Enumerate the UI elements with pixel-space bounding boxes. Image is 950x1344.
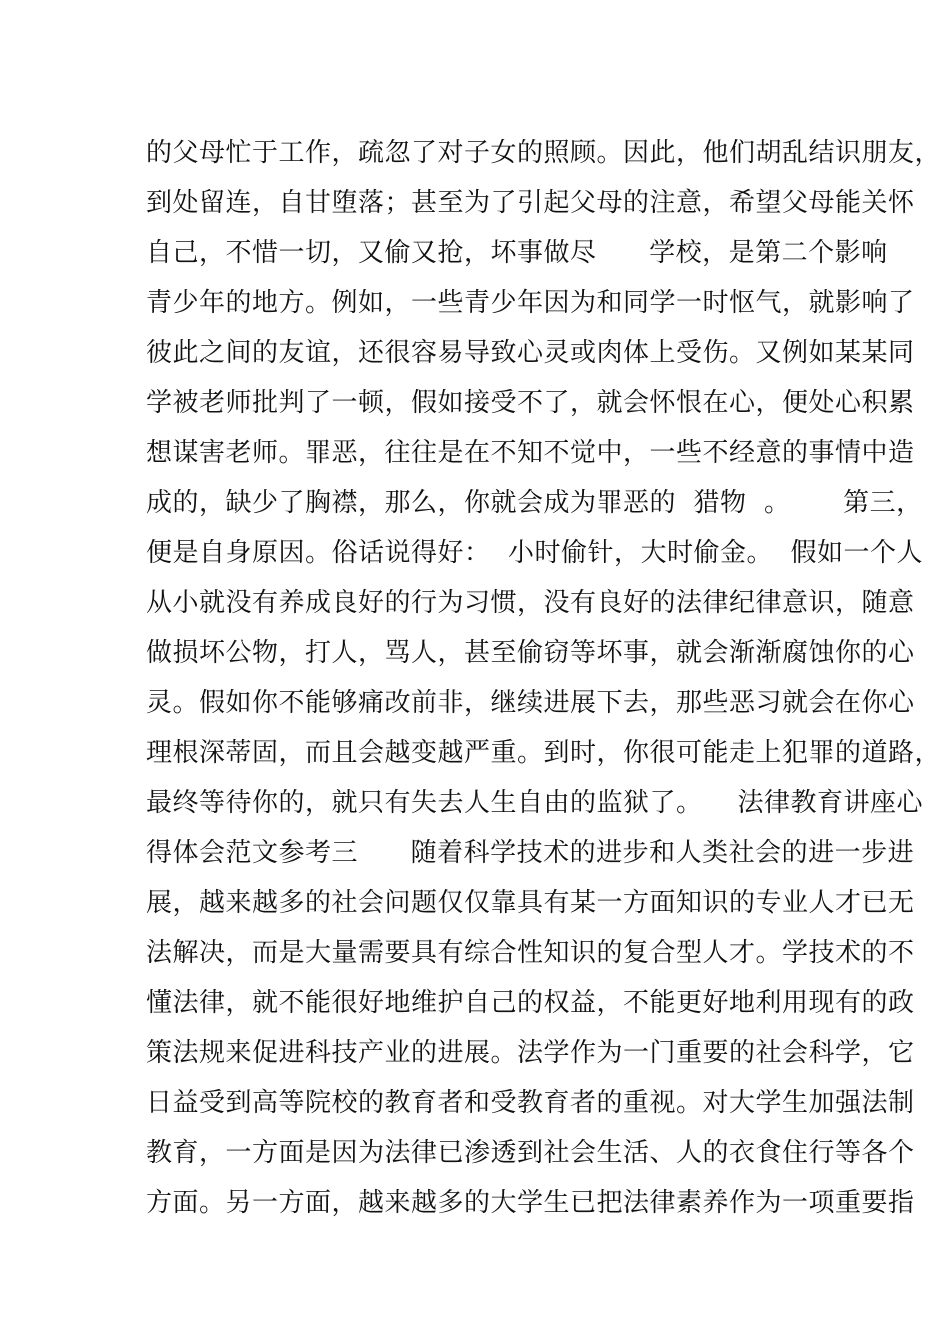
text-line-14: 最终等待你的，就只有失去人生自由的监狱了。 法律教育讲座心 [146, 788, 924, 818]
text-line-20: 日益受到高等院校的教育者和受教育者的重视。对大学生加强法制 [146, 1088, 915, 1118]
text-line-15: 得体会范文参考三 随着科学技术的进步和人类社会的进一步进 [146, 838, 915, 868]
text-line-1: 的父母忙于工作，疏忽了对子女的照顾。因此，他们胡乱结识朋友， [146, 138, 942, 168]
text-line-16: 展，越来越多的社会问题仅仅靠具有某一方面知识的专业人才已无 [146, 888, 915, 918]
text-line-19: 策法规来促进科技产业的进展。法学作为一门重要的社会科学，它 [146, 1038, 915, 1068]
text-line-18: 懂法律，就不能很好地维护自己的权益，不能更好地利用现有的政 [146, 988, 915, 1018]
text-line-9: 便是自身原因。俗话说得好： 小时偷针，大时偷金。 假如一个人 [146, 538, 924, 568]
text-line-3: 自己，不惜一切，又偷又抢，坏事做尽 学校，是第二个影响 [146, 238, 888, 268]
text-line-12: 灵。假如你不能够痛改前非，继续进展下去，那些恶习就会在你心 [146, 688, 915, 718]
text-line-4: 青少年的地方。例如，一些青少年因为和同学一时怄气，就影响了 [146, 288, 915, 318]
text-line-17: 法解决，而是大量需要具有综合性知识的复合型人才。学技术的不 [146, 938, 915, 968]
text-line-5: 彼此之间的友谊，还很容易导致心灵或肉体上受伤。又例如某某同 [146, 338, 915, 368]
text-line-6: 学被老师批判了一顿，假如接受不了，就会怀恨在心，便处心积累 [146, 388, 915, 418]
text-line-10: 从小就没有养成良好的行为习惯，没有良好的法律纪律意识，随意 [146, 588, 915, 618]
text-line-22: 方面。另一方面，越来越多的大学生已把法律素养作为一项重要指 [146, 1188, 915, 1218]
text-line-13: 理根深蒂固，而且会越变越严重。到时，你很可能走上犯罪的道路， [146, 738, 942, 768]
text-line-2: 到处留连，自甘堕落；甚至为了引起父母的注意，希望父母能关怀 [146, 188, 915, 218]
text-line-8: 成的，缺少了胸襟，那么，你就会成为罪恶的 猎物 。 第三， [146, 488, 923, 518]
text-line-21: 教育，一方面是因为法律已渗透到社会生活、人的衣食住行等各个 [146, 1138, 915, 1168]
body-text [146, 128, 942, 1228]
text-line-7: 想谋害老师。罪恶，往往是在不知不觉中，一些不经意的事情中造 [146, 438, 915, 468]
text-line-11: 做损坏公物，打人，骂人，甚至偷窃等坏事，就会渐渐腐蚀你的心 [146, 638, 915, 668]
